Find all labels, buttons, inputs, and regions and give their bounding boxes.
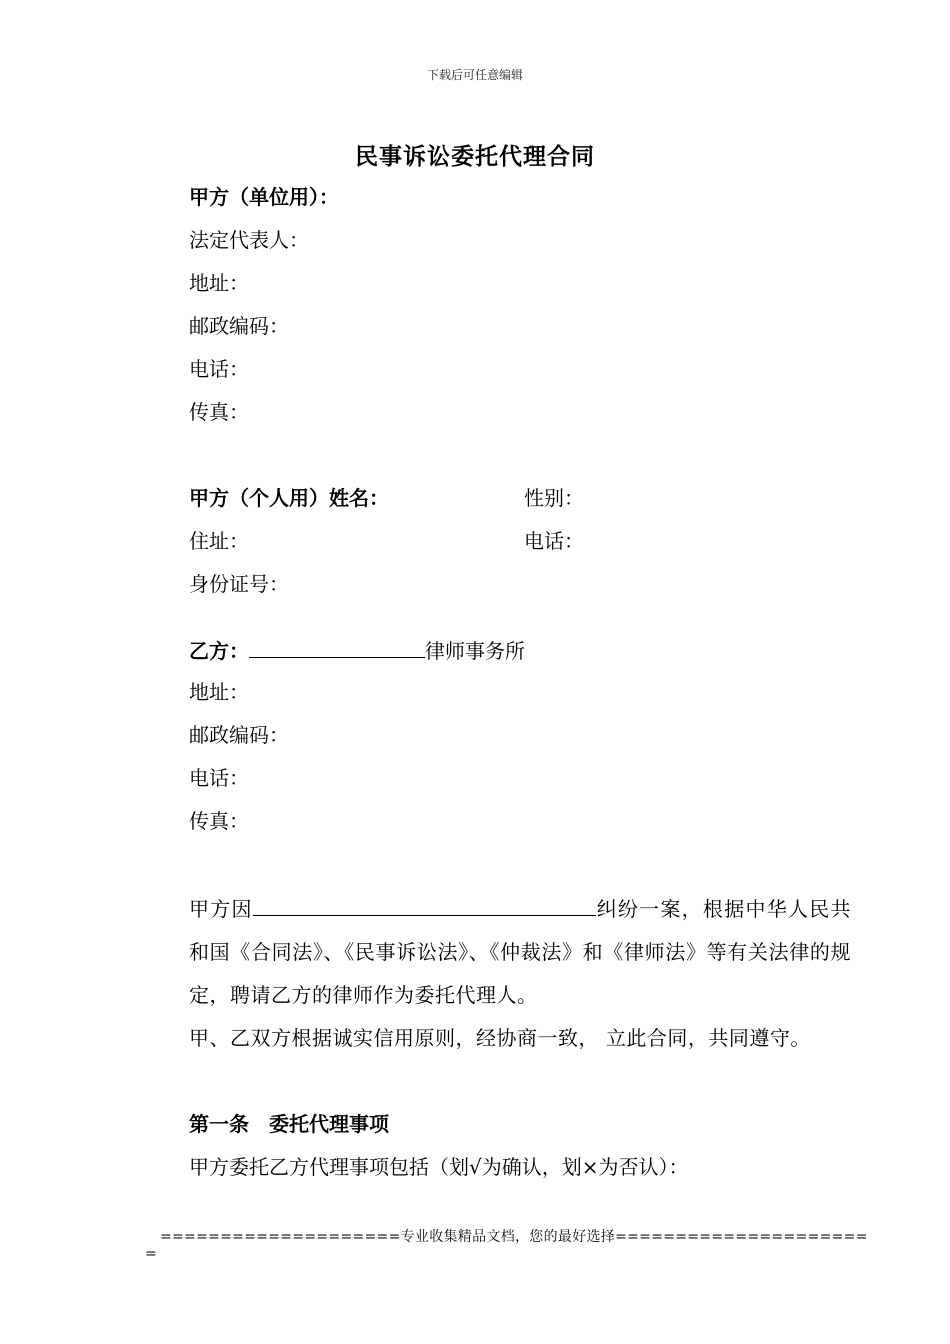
party-a-phone-label: 电话：: [189, 357, 249, 381]
party-b-postcode-label: 邮政编码：: [189, 723, 289, 747]
contract-title: 民事诉讼委托代理合同: [355, 143, 595, 170]
party-a-personal-name-label: 甲方（个人用）姓名：: [189, 486, 389, 510]
p1-start: 甲方因: [189, 897, 253, 921]
party-a-residence-label: 住址：: [189, 529, 249, 553]
party-a-id-number-label: 身份证号：: [189, 572, 289, 596]
party-b-line: [189, 635, 525, 665]
party-a-gender-label: 性别：: [524, 486, 584, 510]
party-b-address-label: 地址：: [189, 680, 249, 704]
dispute-type-blank[interactable]: [253, 893, 596, 916]
header-note: 下载后可任意编辑: [426, 68, 523, 82]
footer-banner: ====================专业收集精品文档，您的最好选择=====================: [160, 1229, 868, 1245]
body-paragraph-1: [145, 888, 851, 1017]
party-b-fax-label: 传真：: [189, 809, 249, 833]
party-a-fax-label: 传真：: [189, 400, 249, 424]
law-firm-name-blank[interactable]: [249, 635, 425, 658]
p1-rest: 纠纷一案，根据中华人民共和国《合同法》、《民事诉讼法》、《仲裁法》和《律师法》等有关法律的规定，聘请乙方的律师作为委托代理人。: [189, 897, 852, 1007]
party-a-legal-rep-label: 法定代表人：: [189, 228, 309, 252]
law-firm-suffix: 律师事务所: [425, 639, 525, 663]
party-a-address-label: 地址：: [189, 271, 249, 295]
party-a-personal-phone-label: 电话：: [524, 529, 584, 553]
party-b-phone-label: 电话：: [189, 766, 249, 790]
party-a-unit-heading: 甲方（单位用）：: [189, 185, 339, 209]
footer-banner-wrap: =: [145, 1246, 157, 1262]
party-a-postcode-label: 邮政编码：: [189, 314, 289, 338]
party-b-label: 乙方：: [189, 639, 249, 663]
body-paragraph-2: 甲、乙双方根据诚实信用原则，经协商一致， 立此合同，共同遵守。: [189, 1026, 811, 1050]
article-1-text: 甲方委托乙方代理事项包括（划√为确认，划×为否认）：: [189, 1155, 689, 1179]
article-1-heading: 第一条 委托代理事项: [189, 1112, 389, 1136]
